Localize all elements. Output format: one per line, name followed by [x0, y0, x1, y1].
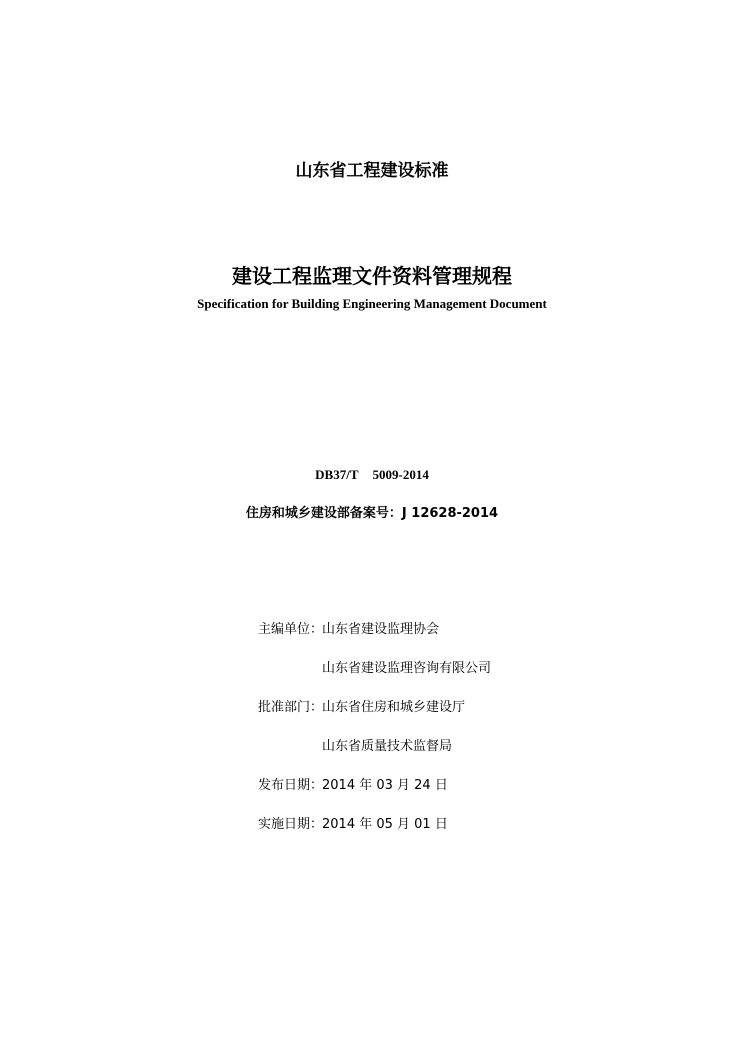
approver-row-2 [258, 735, 452, 754]
approver-1: 山东省住房和城乡建设厅 [322, 700, 466, 715]
effective-date: 2014 年 05 月 01 日 [322, 817, 448, 832]
editor-label: 主编单位： [258, 622, 324, 637]
editor-unit-2: 山东省建设监理咨询有限公司 [322, 661, 492, 676]
document-subtitle-english: Specification for Building Engineering Management Document [197, 296, 547, 311]
record-number: 住房和城乡建设部备案号：J 12628-2014 [245, 506, 499, 521]
standard-number-code: 5009-2014 [372, 467, 429, 482]
publish-date-row [258, 774, 448, 793]
editor-unit-1: 山东省建设监理协会 [322, 622, 440, 637]
approver-row [258, 696, 465, 715]
standard-series: 山东省工程建设标准 [295, 161, 449, 181]
effective-date-label: 实施日期： [258, 817, 324, 832]
document-title: 建设工程监理文件资料管理规程 [232, 264, 512, 288]
editor-row-2 [258, 657, 491, 676]
publish-date: 2014 年 03 月 24 日 [322, 778, 448, 793]
approver-label: 批准部门： [258, 700, 324, 715]
standard-number [0, 467, 744, 483]
editor-row [258, 618, 439, 637]
effective-date-row [258, 813, 448, 832]
standard-number-prefix: DB37/T [315, 467, 359, 482]
approver-2: 山东省质量技术监督局 [322, 739, 453, 754]
publish-date-label: 发布日期： [258, 778, 324, 793]
